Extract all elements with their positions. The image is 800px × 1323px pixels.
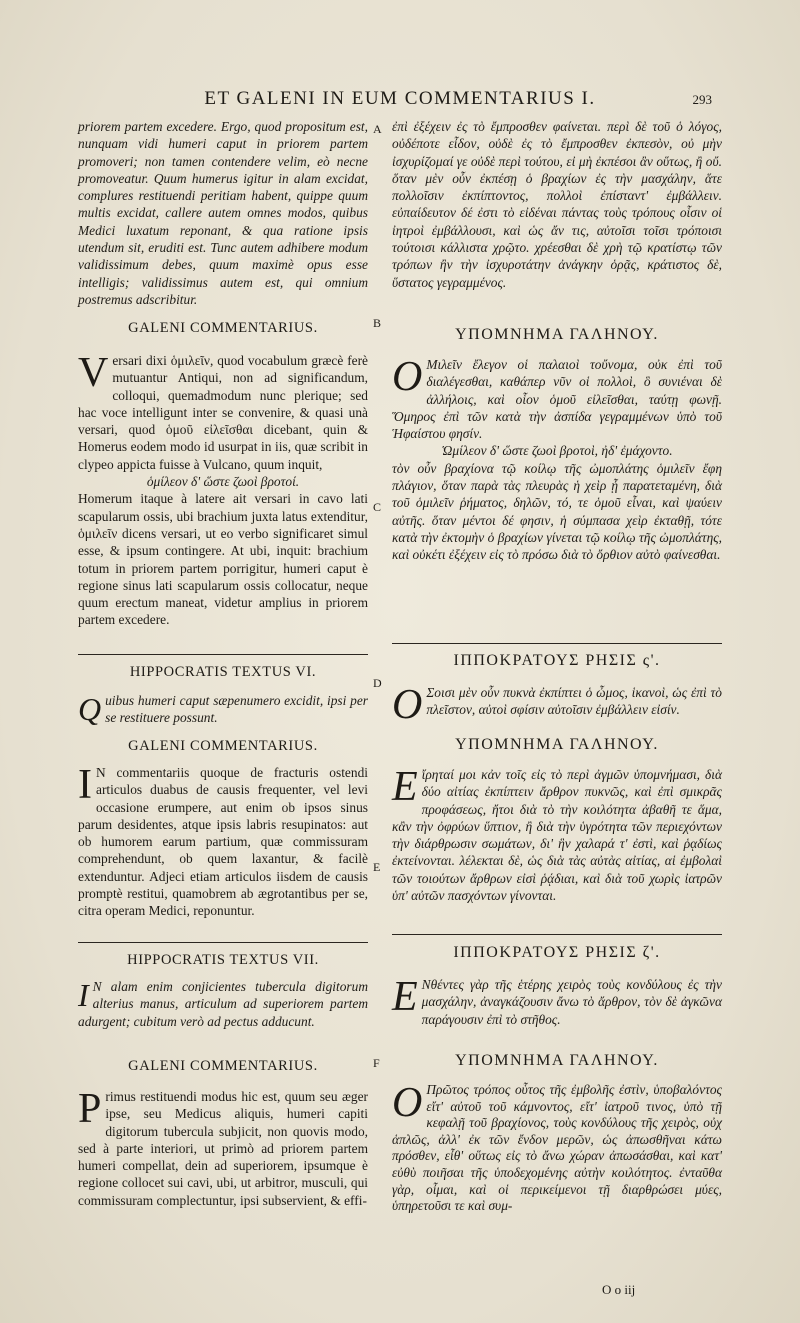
greek-commentary-3-text: ἴρηταί μοι κἀν τοῖς εἰς τὸ περὶ ἀγμῶν ὑπομνήμασι, διὰ δύο αἰτίας ἐκπίπτειν ἄρθρον πυκνῶς, καὶ ἐπὶ σμικρᾶς προφάσεως, ἤτοι διὰ τὸ τὴν κοιλότητα ἀβαθῆ τε ἅμα, κἂν τὴν ὀφρύων ὕπτιον, ἢ διὰ τὴν ὑγρότητα τῶν περιεχόντων τὴν διάρθρωσιν σωμάτων, δι' ἣν χαλαρά τ' ἐστὶ, καὶ ῥᾳδίως ἐκτείνονται. λέλεκται δὲ, ὡς διὰ τὰς αὐτὰς αἰτίας, αἱ ἐμβολαὶ τῶν τοιούτων ἄρθρων εἰσὶ ῥᾴδιαι, καὶ διὰ τοῦ χωρὶς ἰατρῶν ὑπ' αὐτῶν πασχόντων γίνονται. — [392, 767, 722, 904]
margin-marker-d: D — [373, 676, 382, 690]
greek-intro-text: ἐπὶ ἐξέχειν ἐς τὸ ἔμπροσθεν φαίνεται. περὶ δὲ τοῦ ὁ λόγος, οὐδέποτε εἶδον, οὐδὲ ἐς τὸ ἔμπροσθεν ἐκπεσὸν, οὐ μὴν ἰσχυρίζομαί γε οὐδὲ περὶ τούτου, εἰ μὴ ἐκπέσοι ἂν οὕτως, ἢ οὔ. ὅταν μὲν οὖν ἐκπέσῃ ὁ βραχίων ἐς τὴν μασχάλην, ἅτε πολλοῖσιν ἐκπίπτοντος, πολλοὶ ἐπίσταντ' ἐμβάλλειν. εὐπαίδευτον δέ ἐστι τὸ εἰδέναι πάντας τοὺς τρόπους οἷσιν οἱ ἰητροὶ ἐμβάλλουσι, καὶ ὡς ἄν τις, αὐτοῖσι τοῖσι τρόποισι τούτοισι κάλλιστα χρῷτο. χρέεσθαι δὲ χρὴ τῷ κρατίστῳ τῶν τρόπων ἢν τὴν ἰσχυροτάτην ἀνάγκην ὁρᾷς, κράτιστος δὲ, ὕστατος γεγραμμένος. — [392, 119, 722, 290]
dropcap-epsilon: Ε — [392, 764, 418, 810]
greek-section-title-3: ΥΠΟΜΝΗΜΑ ΓΑΛΗΝΟΥ. — [455, 736, 659, 753]
hippocrates-text-7-body: N alam enim conjicientes tubercula digitorum alterius manus, articulum ad superiorem partem adurgent; cubitum verò ad pectus adducunt. — [78, 979, 368, 1029]
latin-commentary-5 — [78, 1088, 368, 1209]
latin-commentary-1 — [78, 352, 368, 629]
margin-marker-b: B — [373, 316, 382, 330]
signature-mark: O o iij — [602, 1282, 636, 1297]
hippocrates-text-7 — [78, 978, 368, 1030]
margin-marker-e: E — [373, 860, 381, 874]
latin-homer-quote: ὁμίλεον δ' ὥστε ζωοὶ βροτοί. — [146, 474, 300, 490]
greek-section-title-4: ΙΠΠΟΚΡΑΤΟΥΣ ΡΗΣΙΣ ζ'. — [453, 944, 661, 961]
greek-section-title-2: ΙΠΠΟΚΡΑΤΟΥΣ ΡΗΣΙΣ ς'. — [453, 652, 661, 669]
running-head: ET GALENI IN EUM COMMENTARIUS I. — [204, 88, 596, 109]
latin-intro-text: priorem partem excedere. Ergo, quod propositum est, nunquam vidi humeri caput in priorem partem promoveri; non tamen contendere velim, eò necne promoveatur. Quum humerus igitur in alam excidat, complures restituendi peritiam habent, quippe quum multis excidat, callere autem omnes modos, quibus Medici luxatum reponant, & qua ratione ipsis utendum sit, eruditi est. Tunc autem adhibere modum validissimum debes, quum maximè opus esse intelligis; validissimus autem est, qui omnium postremus adscribitur. — [78, 119, 368, 307]
latin-section-title-4: HIPPOCRATIS TEXTUS VII. — [127, 952, 319, 968]
greek-commentary-1-continued: τὸν οὖν βραχίονα τῷ κοίλῳ τῆς ὠμοπλάτης ὁμιλεῖν ἔφη πλάγιον, ὅταν παρὰ τὰς πλευρὰς ἡ χεὶρ ᾖ παρατεταμένη, διὰ τοῦ ὁμιλεῖν ῥήματος, δηλῶν, τό, τε ὁμοῦ εἶναι, καὶ ψαύειν αὐτῆς. ὅταν μέντοι δέ φησιν, ἡ σύμπασα χεὶρ ἐκταθῇ, τότε κατὰ τὴν ἐκτομὴν ὁ βραχίων γίνεται τῷ κοίλῳ τῆς ὠμοπλάτης, καὶ οὐκέτι ἐξέχειν εἰς τὸ πρόσω διὰ τὸ ὄρθιον αὐτὸ φαίνεσθαι. — [392, 460, 722, 563]
latin-commentary-1-text: ersari dixi ὁμιλεῖν, quod vocabulum græcè ferè mutuantur Antiqui, non ad significandum, colloqui, quemadmodum nunc plerique; sed hac voce intelligunt inter se convenire, & quasi unà versari, quod ὁμοῦ εἰλεῖσθαι dicebant, quin & Homerus eodem modo id usurpat in iis, quæ scribit in clypeo appicta fuisse à Vulcano, quum inquit, — [78, 353, 368, 472]
latin-section-title-3: GALENI COMMENTARIUS. — [128, 738, 318, 754]
hippocrates-greek-7-body: Νθέντες γὰρ τῆς ἑτέρης χειρὸς τοὺς κονδύλους ἐς τὴν μασχάλην, ἀναγκάζουσιν ἄνω τὸ ἄρθρον, τὸν δὲ ἀγκῶνα παράγουσιν ἐπὶ τὸ στῆθος. — [421, 977, 722, 1027]
latin-commentary-3 — [78, 764, 368, 920]
dropcap-omicron-2: Ο — [392, 682, 423, 728]
right-divider-2 — [392, 934, 722, 935]
latin-commentary-3-text: N commentariis quoque de fracturis ostendi articulos duabus de causis frequenter, vel levi occasione erumpere, aut enim ob ipsos sinus parum desidentes, atque ipsis labris resupinatos: aut ob humorem earum partium, quæ commissuram comprehendunt, ob quem laxantur, & facilè extenduntur. Adjeci etiam articulos iisdem de causis promptè restitui, quamobrem ab ægrotantibus per se, citra operam Medici, reponuntur. — [78, 765, 368, 919]
margin-marker-c: C — [373, 500, 382, 514]
dropcap-i-2: I — [78, 977, 89, 1013]
greek-commentary-1-text: Μιλεῖν ἔλεγον οἱ παλαιοὶ τοὔνομα, οὐκ ἐπὶ τοῦ διαλέγεσθαι, καθάπερ νῦν οἱ πολλοὶ, ὃ συνιέναι δὲ ἀλλήλοις, καὶ οἷον ὁμοῦ εἰλεῖσθαι, ταύτῃ φωνῇ. Ὅμηρος ἐπὶ τῶν κατὰ τὴν ἀσπίδα γεγραμμένων ὑπὸ τοῦ Ἡφαίστου φησίν. — [392, 357, 722, 442]
dropcap-q: Q — [78, 691, 102, 727]
right-divider-1 — [392, 643, 722, 644]
latin-commentary-5-text: rimus restituendi modus hic est, quum seu æger ipse, seu Medicus aliquis, humeri capiti digitorum tubercula subjicit, non quovis modo, sed à parte interiori, ut primò ad priorem partem humeri compellat, dein ad superiorem, ipsumque è regione collocet sui cavi, ubi, ut arbitror, musculi, qui commissuram complectuntur, ipsi subservient, & effi- — [78, 1089, 368, 1208]
greek-commentary-3 — [392, 766, 722, 904]
page-number: 293 — [692, 92, 712, 107]
greek-section-title-5: ΥΠΟΜΝΗΜΑ ΓΑΛΗΝΟΥ. — [455, 1052, 659, 1069]
margin-marker-a: A — [373, 122, 382, 136]
left-divider-2 — [78, 942, 368, 943]
greek-homer-quote: Ὡμίλεον δ' ὥστε ζωοὶ βροτοὶ, ἠδ' ἐμάχοντο. — [441, 443, 673, 459]
dropcap-v: V — [78, 350, 109, 396]
dropcap-epsilon-2: Ε — [392, 974, 418, 1020]
dropcap-i: I — [78, 762, 92, 808]
hippocrates-greek-7 — [392, 976, 722, 1028]
hippocrates-greek-6-body: Σοισι μὲν οὖν πυκνὰ ἐκπίπτει ὁ ὦμος, ἱκανοὶ, ὡς ἐπὶ τὸ πλεῖστον, αὐτοὶ σφίσιν αὐτοῖσιν ἐμβάλλειν εἰσίν. — [426, 685, 722, 718]
left-divider-1 — [78, 654, 368, 655]
margin-marker-f: F — [373, 1056, 380, 1070]
greek-commentary-5 — [392, 1082, 722, 1215]
latin-commentary-1-continued: Homerum itaque à latere ait versari in cavo lati scapularum ossis, ubi brachium juxta latus extenditur, ὁμιλεῖν dicens versari, ut eo verbo significaret simul esse, & ipsum contingere. At ubi, inquit: brachium totum in priorem partem porrigitur, humeri caput è regione sinus lati scapularum ossis collocatur, neque quum erectum maneat, videtur amplius in priorem partem excedere. — [78, 491, 368, 628]
latin-section-title-2: HIPPOCRATIS TEXTUS VI. — [129, 664, 317, 680]
greek-section-title-1: ΥΠΟΜΝΗΜΑ ΓΑΛΗΝΟΥ. — [455, 326, 659, 343]
hippocrates-text-6 — [78, 692, 368, 727]
dropcap-omicron-3: Ο — [392, 1080, 423, 1126]
hippocrates-text-6-body: uibus humeri caput sæpenumero excidit, ipsi per se restituere possunt. — [105, 693, 368, 726]
greek-commentary-5-text: Πρῶτος τρόπος οὗτος τῆς ἐμβολῆς ἐστὶν, ὑποβαλόντος εἴτ' αὐτοῦ τοῦ κάμνοντος, εἴτ' ἰατροῦ τινος, ὑπὸ τῇ κεφαλῇ τοῦ βραχίονος, τοὺς κονδύλους τῆς χειρὸς, οὐχ ἁπλῶς, ἀλλ' ἐκ τῶν ἔνδον μερῶν, ὡς ἀπωσθῆναι κάτω πρόσθεν, εἶθ' οὕτως εἰς τὸ ἄνω χώραν ἀπωσάσθαι, καὶ κατ' εὐθὺ ποιῆσαι τῆς ὑποδεχομένης αὐτὴν κοιλότητος. ἐνταῦθα γὰρ, οἶμαι, καὶ οἱ περικείμενοι τῇ διαρθρώσει μύες, ὑπηρετοῦσι τε καὶ συμ- — [392, 1082, 722, 1214]
dropcap-omicron: Ο — [392, 354, 423, 400]
latin-section-title-1: GALENI COMMENTARIUS. — [128, 320, 318, 336]
dropcap-p: P — [78, 1086, 102, 1132]
latin-section-title-5: GALENI COMMENTARIUS. — [128, 1058, 318, 1074]
hippocrates-greek-6 — [392, 682, 722, 728]
greek-commentary-1 — [392, 356, 722, 564]
